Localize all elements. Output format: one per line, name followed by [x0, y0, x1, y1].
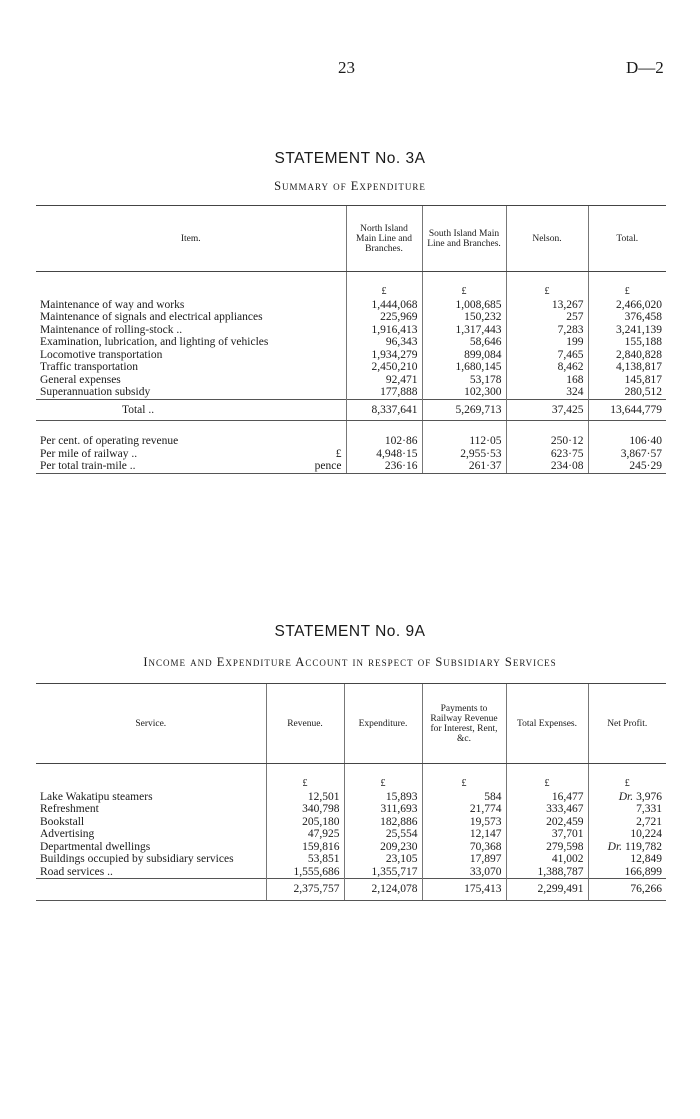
cell-north: 225,969 — [346, 311, 422, 324]
total-total-expenses: 2,299,491 — [506, 879, 588, 901]
cell-nelson: 7,465 — [506, 349, 588, 362]
cell-north: 1,916,413 — [346, 324, 422, 337]
currency-symbol: £ — [506, 778, 588, 791]
cell-payments: 70,368 — [422, 841, 506, 854]
service-name: Road services .. — [40, 865, 113, 878]
cell-nelson: 324 — [506, 386, 588, 399]
cell-net-profit — [588, 816, 666, 829]
cell-revenue: 1,555,686 — [266, 866, 344, 879]
row-label: Superannuation subsidy — [40, 386, 151, 398]
cell-total: 3,241,139 — [588, 324, 666, 337]
cell-payments: 33,070 — [422, 866, 506, 879]
cell-south: 1,008,685 — [422, 299, 506, 312]
cell-total-expenses: 333,467 — [506, 803, 588, 816]
cell-revenue: 47,925 — [266, 828, 344, 841]
table-row — [36, 828, 666, 841]
cell-revenue: 159,816 — [266, 841, 344, 854]
total-south: 5,269,713 — [422, 399, 506, 421]
net-profit-value: 3,976 — [636, 790, 662, 803]
total-net-profit: 76,266 — [588, 879, 666, 901]
table-row — [36, 361, 666, 374]
cell-net-profit — [588, 866, 666, 879]
cell-south: 53,178 — [422, 374, 506, 387]
row-label: Traffic transportation — [40, 361, 139, 373]
cell-total: 106·40 — [588, 435, 666, 448]
currency-row — [36, 286, 666, 299]
total-nelson: 37,425 — [506, 399, 588, 421]
table-row — [36, 324, 666, 337]
cell-payments: 21,774 — [422, 803, 506, 816]
cell-net-profit — [588, 853, 666, 866]
col-header-south-island: South Island Main Line and Branches. — [422, 206, 506, 272]
currency-symbol: £ — [266, 778, 344, 791]
net-profit-value: 10,224 — [630, 828, 662, 840]
statement-3a-table — [36, 205, 666, 474]
cell-expenditure: 25,554 — [344, 828, 422, 841]
page-code: D—2 — [626, 58, 664, 77]
debit-prefix: Dr. — [618, 790, 634, 803]
total-expenditure: 2,124,078 — [344, 879, 422, 901]
cell-total: 280,512 — [588, 386, 666, 399]
cell-north: 236·16 — [346, 460, 422, 473]
cell-north: 4,948·15 — [346, 448, 422, 461]
cell-south: 261·37 — [422, 460, 506, 473]
row-label — [36, 853, 266, 866]
total-north: 8,337,641 — [346, 399, 422, 421]
service-name: Advertising — [40, 828, 95, 840]
service-name: Departmental dwellings — [40, 840, 151, 853]
row-label — [36, 816, 266, 829]
currency-symbol: £ — [588, 778, 666, 791]
service-name: Refreshment — [40, 803, 99, 815]
cell-expenditure: 15,893 — [344, 791, 422, 804]
cell-nelson: 8,462 — [506, 361, 588, 374]
currency-symbol: £ — [422, 286, 506, 299]
service-name: Buildings occupied by subsidiary services — [40, 852, 234, 865]
row-unit: pence — [314, 460, 342, 472]
cell-total: 3,867·57 — [588, 448, 666, 461]
total-revenue: 2,375,757 — [266, 879, 344, 901]
cell-revenue: 53,851 — [266, 853, 344, 866]
cell-expenditure: 311,693 — [344, 803, 422, 816]
cell-south: 2,955·53 — [422, 448, 506, 461]
row-label: Locomotive transportation — [40, 348, 163, 361]
cell-total-expenses: 1,388,787 — [506, 866, 588, 879]
cell-expenditure: 23,105 — [344, 853, 422, 866]
statement-3a-title: STATEMENT No. 3A — [274, 150, 426, 167]
row-label — [36, 803, 266, 816]
cell-expenditure: 1,355,717 — [344, 866, 422, 879]
net-profit-value: 166,899 — [624, 865, 662, 878]
col-header-service: Service. — [36, 684, 266, 764]
cell-total: 155,188 — [588, 336, 666, 349]
cell-total-expenses: 279,598 — [506, 841, 588, 854]
col-header-payments: Payments to Railway Revenue for Interest, Rent, &c. — [422, 684, 506, 764]
cell-expenditure: 209,230 — [344, 841, 422, 854]
currency-symbol: £ — [422, 778, 506, 791]
total-total: 13,644,779 — [588, 399, 666, 421]
row-label: Maintenance of rolling-stock .. — [40, 323, 183, 336]
table-row — [36, 791, 666, 804]
cell-net-profit — [588, 791, 666, 804]
cell-south: 58,646 — [422, 336, 506, 349]
cell-nelson: 623·75 — [506, 448, 588, 461]
cell-north: 2,450,210 — [346, 361, 422, 374]
cell-total: 4,138,817 — [588, 361, 666, 374]
table-row — [36, 311, 666, 324]
cell-revenue: 12,501 — [266, 791, 344, 804]
cell-south: 1,680,145 — [422, 361, 506, 374]
debit-prefix: Dr. — [607, 840, 623, 853]
table-row — [36, 386, 666, 399]
cell-nelson: 250·12 — [506, 435, 588, 448]
table-row — [36, 803, 666, 816]
spacer-row — [36, 421, 666, 436]
table-row — [36, 853, 666, 866]
statement-9a-table — [36, 683, 666, 901]
cell-north: 1,444,068 — [346, 299, 422, 312]
page-header — [0, 58, 700, 78]
cell-north: 96,343 — [346, 336, 422, 349]
statement-9a-subtitle: Income and Expenditure Account in respect of Subsidiary Services — [143, 655, 557, 669]
currency-symbol: £ — [346, 286, 422, 299]
per-row — [36, 460, 666, 473]
row-label — [36, 828, 266, 841]
cell-nelson: 257 — [506, 311, 588, 324]
cell-south: 102,300 — [422, 386, 506, 399]
total-row — [36, 879, 666, 901]
cell-nelson: 168 — [506, 374, 588, 387]
net-profit-value: 119,782 — [625, 840, 662, 853]
per-row — [36, 448, 666, 461]
currency-row — [36, 778, 666, 791]
col-header-total-expenses: Total Expenses. — [506, 684, 588, 764]
cell-total-expenses: 202,459 — [506, 816, 588, 829]
cell-payments: 12,147 — [422, 828, 506, 841]
statement-3a-subtitle: Summary of Expenditure — [274, 179, 426, 193]
row-label-cell — [36, 460, 346, 473]
row-unit: £ — [335, 447, 342, 460]
row-label: Examination, lubrication, and lighting of vehicles — [40, 336, 269, 348]
currency-symbol: £ — [344, 778, 422, 791]
cell-nelson: 199 — [506, 336, 588, 349]
row-label — [36, 841, 266, 854]
cell-south: 150,232 — [422, 311, 506, 324]
col-header-item: Item. — [36, 206, 346, 272]
cell-total: 145,817 — [588, 374, 666, 387]
cell-total-expenses: 16,477 — [506, 791, 588, 804]
cell-total: 376,458 — [588, 311, 666, 324]
col-header-nelson: Nelson. — [506, 206, 588, 272]
net-profit-value: 7,331 — [636, 803, 662, 815]
table-row — [36, 336, 666, 349]
currency-symbol: £ — [588, 286, 666, 299]
col-header-net-profit: Net Profit. — [588, 684, 666, 764]
cell-expenditure: 182,886 — [344, 816, 422, 829]
cell-revenue: 205,180 — [266, 816, 344, 829]
col-header-total: Total. — [588, 206, 666, 272]
total-label-empty — [36, 879, 266, 901]
row-label — [36, 791, 266, 804]
cell-payments: 19,573 — [422, 816, 506, 829]
net-profit-value: 2,721 — [636, 815, 662, 828]
cell-nelson: 13,267 — [506, 299, 588, 312]
row-label: Maintenance of signals and electrical appliances — [40, 311, 263, 323]
net-profit-value: 12,849 — [630, 853, 662, 865]
cell-total: 245·29 — [588, 460, 666, 473]
cell-total-expenses: 41,002 — [506, 853, 588, 866]
cell-north: 102·86 — [346, 435, 422, 448]
cell-total: 2,466,020 — [588, 299, 666, 312]
cell-south: 112·05 — [422, 435, 506, 448]
cell-revenue: 340,798 — [266, 803, 344, 816]
row-label: Maintenance of way and works — [40, 298, 185, 311]
table-row — [36, 841, 666, 854]
cell-nelson: 234·08 — [506, 460, 588, 473]
service-name: Lake Wakatipu steamers — [40, 790, 153, 803]
service-name: Bookstall — [40, 815, 85, 828]
cell-total-expenses: 37,701 — [506, 828, 588, 841]
col-header-expenditure: Expenditure. — [344, 684, 422, 764]
table-row — [36, 866, 666, 879]
col-header-north-island: North Island Main Line and Branches. — [346, 206, 422, 272]
page-number: 23 — [338, 58, 355, 77]
cell-payments: 584 — [422, 791, 506, 804]
cell-net-profit — [588, 841, 666, 854]
cell-net-profit — [588, 828, 666, 841]
cell-net-profit — [588, 803, 666, 816]
table-row — [36, 816, 666, 829]
cell-payments: 17,897 — [422, 853, 506, 866]
cell-north: 177,888 — [346, 386, 422, 399]
cell-north: 92,471 — [346, 374, 422, 387]
table-row — [36, 349, 666, 362]
cell-total: 2,840,828 — [588, 349, 666, 362]
row-label: Per total train-mile .. — [40, 460, 136, 472]
cell-south: 1,317,443 — [422, 324, 506, 337]
col-header-revenue: Revenue. — [266, 684, 344, 764]
row-label — [36, 866, 266, 879]
total-payments: 175,413 — [422, 879, 506, 901]
cell-south: 899,084 — [422, 349, 506, 362]
row-label: General expenses — [40, 373, 121, 386]
row-label: Per mile of railway .. — [40, 447, 138, 460]
cell-north: 1,934,279 — [346, 349, 422, 362]
total-label: Total .. — [36, 399, 346, 421]
table-row — [36, 299, 666, 312]
statement-9a-title: STATEMENT No. 9A — [274, 623, 426, 640]
currency-symbol: £ — [506, 286, 588, 299]
cell-nelson: 7,283 — [506, 324, 588, 337]
per-row — [36, 435, 666, 448]
row-label-cell — [36, 448, 346, 461]
row-label-cell — [36, 435, 346, 448]
total-row — [36, 399, 666, 421]
row-label: Per cent. of operating revenue — [40, 435, 179, 447]
table-row — [36, 374, 666, 387]
